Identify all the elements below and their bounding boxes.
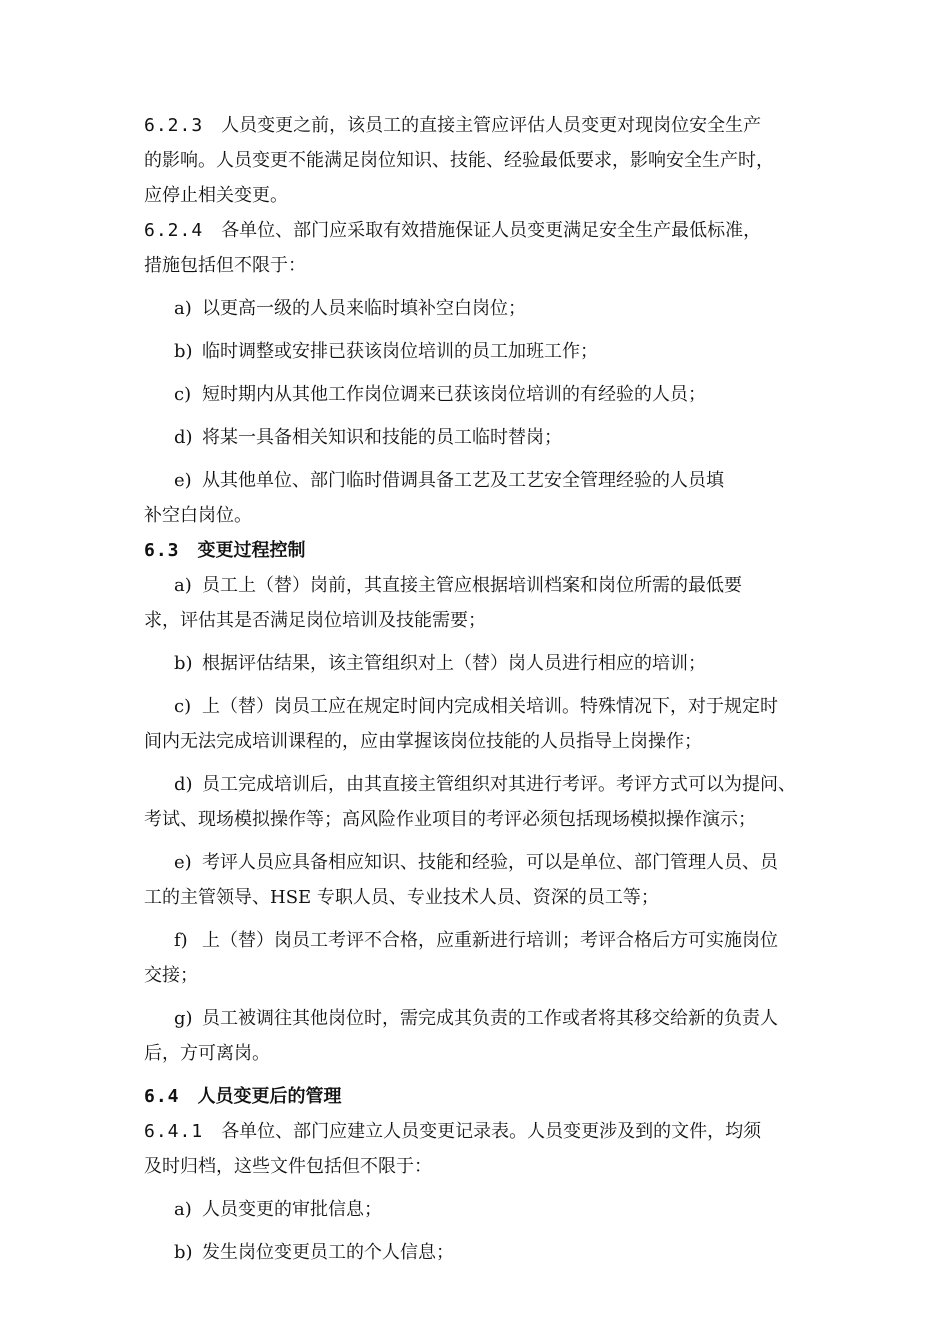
list-text: 将某一具备相关知识和技能的员工临时替岗； — [202, 427, 562, 448]
clause-text: 各单位、部门应建立人员变更记录表。人员变更涉及到的文件，均须 — [221, 1121, 762, 1142]
section-title: 变更过程控制 — [197, 540, 306, 561]
clause-number: 6.4.1 — [144, 1121, 204, 1142]
list-text: 人员变更的审批信息； — [202, 1199, 382, 1220]
list-marker: c) — [174, 696, 192, 717]
list-item — [144, 767, 820, 802]
clause-6-2-4-line2: 措施包括但不限于： — [144, 255, 306, 276]
section-heading-6-3 — [144, 533, 820, 568]
list-marker: e) — [174, 852, 192, 873]
list-text: 考评人员应具备相应知识、技能和经验，可以是单位、部门管理人员、员 — [202, 852, 778, 873]
list-text: 从其他单位、部门临时借调具备工艺及工艺安全管理经验的人员填 — [202, 470, 724, 491]
list-text: 根据评估结果，该主管组织对上（替）岗人员进行相应的培训； — [202, 653, 706, 674]
list-marker: b) — [174, 653, 193, 674]
list-marker: a) — [174, 1199, 192, 1220]
list-item — [144, 845, 820, 880]
list-item — [144, 568, 820, 603]
list-marker: g) — [174, 1008, 193, 1029]
section-heading-6-4 — [144, 1079, 820, 1114]
list-item — [144, 1001, 820, 1036]
clause-6-4-1-line1 — [144, 1114, 820, 1149]
list-item — [144, 923, 820, 958]
list-item-continuation: 考试、现场模拟操作等；高风险作业项目的考评必须包括现场模拟操作演示； — [144, 809, 756, 830]
clause-6-2-4-line1 — [144, 213, 820, 248]
list-item-continuation: 后，方可离岗。 — [144, 1043, 270, 1064]
list-marker: d) — [174, 774, 193, 795]
clause-text: 各单位、部门应采取有效措施保证人员变更满足安全生产最低标准， — [221, 220, 762, 241]
list-item-continuation: 间内无法完成培训课程的，应由掌握该岗位技能的人员指导上岗操作； — [144, 731, 702, 752]
list-item — [144, 420, 820, 455]
list-item — [144, 291, 820, 326]
list-item-continuation: 交接； — [144, 965, 198, 986]
list-text: 上（替）岗员工考评不合格，应重新进行培训；考评合格后方可实施岗位 — [202, 930, 778, 951]
list-item-continuation: 求，评估其是否满足岗位培训及技能需要； — [144, 610, 486, 631]
list-marker: e) — [174, 470, 192, 491]
list-text: 上（替）岗员工应在规定时间内完成相关培训。特殊情况下，对于规定时 — [202, 696, 778, 717]
list-text: 短时期内从其他工作岗位调来已获该岗位培训的有经验的人员； — [202, 384, 706, 405]
list-text: 员工完成培训后，由其直接主管组织对其进行考评。考评方式可以为提问、 — [202, 774, 796, 795]
list-item-continuation: 补空白岗位。 — [144, 505, 252, 526]
clause-6-2-3-line1 — [144, 108, 820, 143]
clause-number: 6.2.3 — [144, 115, 204, 136]
clause-6-4-1-line2: 及时归档，这些文件包括但不限于： — [144, 1156, 432, 1177]
clause-6-2-3-line2: 的影响。人员变更不能满足岗位知识、技能、经验最低要求，影响安全生产时， — [144, 150, 774, 171]
list-text: 以更高一级的人员来临时填补空白岗位； — [202, 298, 526, 319]
clause-text: 人员变更之前，该员工的直接主管应评估人员变更对现岗位安全生产 — [221, 115, 762, 136]
list-marker: b) — [174, 1242, 193, 1263]
list-marker: b) — [174, 341, 193, 362]
list-item — [144, 334, 820, 369]
section-number: 6.4 — [144, 1086, 180, 1107]
list-marker: f) — [174, 930, 188, 951]
list-item — [144, 463, 820, 498]
list-text: 员工被调往其他岗位时，需完成其负责的工作或者将其移交给新的负责人 — [202, 1008, 778, 1029]
list-item — [144, 689, 820, 724]
list-marker: a) — [174, 298, 192, 319]
list-marker: d) — [174, 427, 193, 448]
list-item — [144, 377, 820, 412]
list-item-continuation: 工的主管领导、HSE 专职人员、专业技术人员、资深的员工等； — [144, 887, 659, 908]
section-number: 6.3 — [144, 540, 180, 561]
list-marker: c) — [174, 384, 192, 405]
list-marker: a) — [174, 575, 192, 596]
list-item — [144, 1235, 820, 1270]
clause-6-2-3-line3: 应停止相关变更。 — [144, 185, 288, 206]
section-title: 人员变更后的管理 — [197, 1086, 342, 1107]
list-text: 员工上（替）岗前，其直接主管应根据培训档案和岗位所需的最低要 — [202, 575, 742, 596]
clause-number: 6.2.4 — [144, 220, 204, 241]
list-text: 发生岗位变更员工的个人信息； — [202, 1242, 454, 1263]
list-item — [144, 646, 820, 681]
list-item — [144, 1192, 820, 1227]
list-text: 临时调整或安排已获该岗位培训的员工加班工作； — [202, 341, 598, 362]
